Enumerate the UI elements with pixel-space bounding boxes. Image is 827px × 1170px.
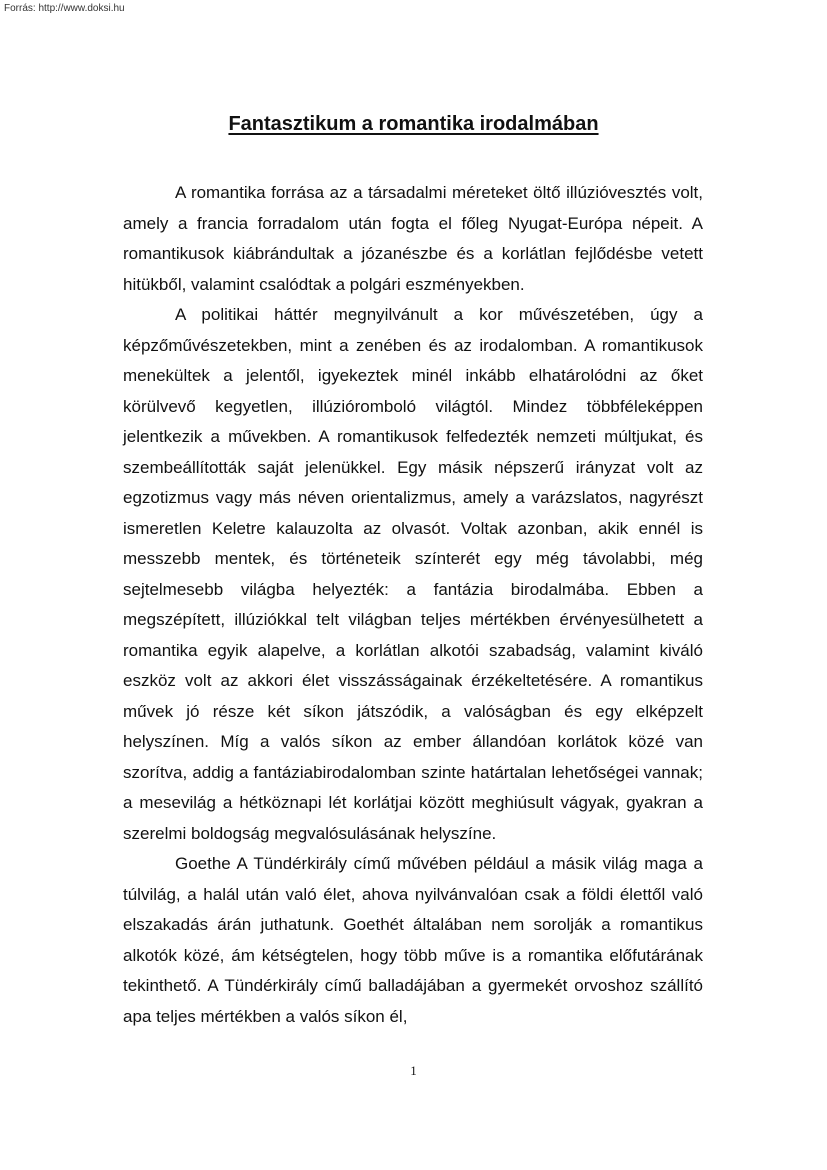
paragraph: A romantika forrása az a társadalmi méreteket öltő illúzióvesztés volt, amely a francia forradalom után fogta el főleg Nyugat-Európa népeit. A romantikusok kiábrándultak a józanészbe és a korlátlan fejlődésbe vetett hitükből, valamint csalódtak a polgári eszményekben.	[123, 183, 703, 294]
source-line: Forrás: http://www.doksi.hu	[4, 3, 125, 14]
document-body	[123, 178, 703, 1032]
document-title: Fantasztikum a romantika irodalmában	[228, 113, 599, 135]
paragraph: A politikai háttér megnyilvánult a kor művészetében, úgy a képzőművészetekben, mint a zenében és az irodalomban. A romantikusok menekültek a jelentől, igyekeztek minél inkább elhatárolódni az őket körülvevő kegyetlen, illúzióromboló világtól. Mindez többféleképpen jelentkezik a művekben. A romantikusok felfedezték nemzeti múltjukat, és szembeállították saját jelenükkel. Egy másik népszerű irányzat volt az egzotizmus vagy más néven orientalizmus, amely a varázslatos, nagyrészt ismeretlen Keletre kalauzolta az olvasót. Voltak azonban, akik ennél is messzebb mentek, és történeteik színterét egy még távolabbi, még sejtelmesebb világba helyezték: a fantázia birodalmába. Ebben a megszépített, illúziókkal telt világban teljes mértékben érvényesülhetett a romantika egyik alapelve, a korlátlan alkotói szabadság, valamint kiváló eszköz volt az akkori élet visszásságainak érzékeltetésére. A romantikus művek jó része két síkon játszódik, a valóságban és egy elképzelt helyszínen. Míg a valós síkon az ember állandóan korlátok közé van szorítva, addig a fantáziabirodalomban szinte határtalan lehetőségei vannak; a mesevilág a hétköznapi lét korlátjai között meghiúsult vágyak, gyakran a szerelmi boldogság megvalósulásának helyszíne.	[123, 305, 703, 843]
page-number: 1	[410, 1063, 417, 1078]
paragraph: Goethe A Tündérkirály című művében például a másik világ maga a túlvilág, a halál után való élet, ahova nyilvánvalóan csak a földi élettől való elszakadás árán juthatunk. Goethét általában nem sorolják a romantikus alkotók közé, ám kétségtelen, hogy több műve is a romantika előfutárának tekinthető. A Tündérkirály című balladájában a gyermekét orvoshoz szállító apa teljes mértékben a valós síkon él,	[123, 854, 703, 1026]
